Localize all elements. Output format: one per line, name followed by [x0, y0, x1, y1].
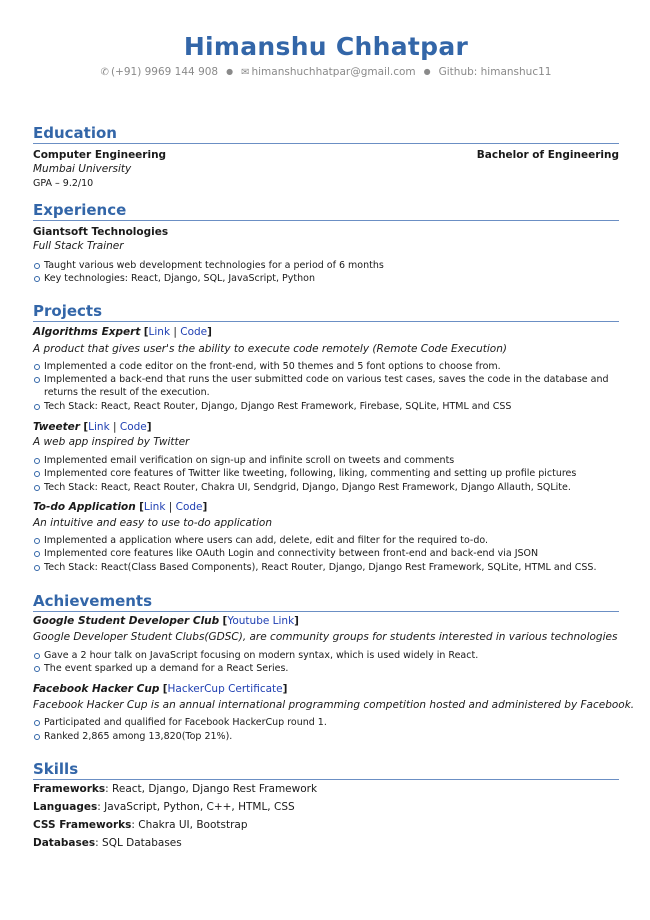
email-link[interactable]: himanshuchhatpar@gmail.com [251, 66, 416, 78]
list-item: Implemented a back-end that runs the user submitted code on various test cases, saves the code in the database and returns the result of the execution. [33, 373, 619, 399]
github-link[interactable]: Github: himanshuc11 [438, 66, 552, 78]
project-code-link[interactable]: Code [180, 326, 208, 338]
skills-row: Languages: JavaScript, Python, C++, HTML, CSS [33, 801, 295, 813]
skills-label: CSS Frameworks [33, 819, 132, 831]
skills-value: JavaScript, Python, C++, HTML, CSS [104, 801, 295, 813]
list-item: Ranked 2,865 among 13,820(Top 21%). [33, 730, 619, 743]
experience-role: Full Stack Trainer [33, 240, 124, 252]
education-degree-row [33, 149, 619, 161]
bullet-icon [34, 666, 40, 672]
list-item: Implemented core features of Twitter like tweeting, following, liking, commenting and setting up profile pictures [33, 467, 619, 480]
skills-row: Databases: SQL Databases [33, 837, 182, 849]
skills-value: Chakra UI, Bootstrap [138, 819, 248, 831]
bullet-icon [34, 565, 40, 571]
bullet-icon [34, 471, 40, 477]
education-qualification: Bachelor of Engineering [476, 149, 619, 161]
bullet-icon [34, 404, 40, 410]
bullet-icon [34, 458, 40, 464]
phone-number[interactable]: (+91) 9969 144 908 [110, 66, 219, 78]
skills-label: Databases [33, 837, 96, 849]
bullet-icon [34, 364, 40, 370]
achievement-title: Google Student Developer Club [33, 615, 220, 627]
list-item: Implemented email verification on sign-up and infinite scroll on tweets and comments [33, 454, 619, 467]
skills-label: Languages [33, 801, 98, 813]
project-description: An intuitive and easy to use to-do application [33, 517, 272, 529]
list-item: Implemented a code editor on the front-end, with 50 themes and 5 font options to choose from. [33, 360, 619, 373]
skills-value: SQL Databases [102, 837, 182, 849]
bullet-icon [34, 653, 40, 659]
achievement-title: Facebook Hacker Cup [33, 683, 160, 695]
bullet-icon [34, 538, 40, 544]
education-university: Mumbai University [33, 163, 132, 175]
bullet-icon [34, 720, 40, 726]
project-link[interactable]: Link [88, 421, 110, 433]
separator-dot: ● [226, 67, 234, 76]
achievement-title-row: Facebook Hacker Cup [HackerCup Certificate] [33, 683, 288, 695]
list-item: Gave a 2 hour talk on JavaScript focusing on modern syntax, which is used widely in React. [33, 649, 619, 662]
skills-row: CSS Frameworks: Chakra UI, Bootstrap [33, 819, 248, 831]
project-title-row: Algorithms Expert [Link | Code] [33, 326, 212, 338]
list-item: Participated and qualified for Facebook HackerCup round 1. [33, 716, 619, 729]
candidate-name: Himanshu Chhatpar [183, 32, 469, 61]
list-item: Tech Stack: React, React Router, Chakra UI, Sendgrid, Django, Django Rest Framework, Django Allauth, SQLite. [33, 481, 619, 494]
experience-company: Giantsoft Technologies [33, 226, 169, 238]
list-item: Implemented a application where users can add, delete, edit and filter for the required to-do. [33, 534, 619, 547]
projects-heading: Projects [33, 302, 619, 322]
achievement-description: Facebook Hacker Cup is an annual international programming competition hosted and administered by Facebook. [33, 699, 635, 711]
separator-dot: ● [423, 67, 431, 76]
bullet-icon [34, 377, 40, 383]
project-description: A product that gives user's the ability to execute code remotely (Remote Code Execution) [33, 343, 507, 355]
education-gpa: GPA – 9.2/10 [33, 178, 94, 189]
achievement-description: Google Developer Student Clubs(GDSC), are community groups for students interested in various technologies [33, 631, 618, 643]
skills-row: Frameworks: React, Django, Django Rest Framework [33, 783, 318, 795]
bullet-icon [34, 734, 40, 740]
phone-icon: ✆ [100, 67, 109, 78]
achievements-heading: Achievements [33, 592, 619, 612]
skills-heading: Skills [33, 760, 619, 780]
youtube-link[interactable]: Youtube Link [227, 615, 295, 627]
bullet-icon [34, 485, 40, 491]
experience-heading: Experience [33, 201, 619, 221]
project-code-link[interactable]: Code [119, 421, 147, 433]
bullet-icon [34, 551, 40, 557]
skills-label: Frameworks [33, 783, 106, 795]
education-heading: Education [33, 124, 619, 144]
skills-value: React, Django, Django Rest Framework [112, 783, 318, 795]
list-item: Taught various web development technologies for a period of 6 months [33, 259, 619, 272]
contact-line [33, 66, 619, 78]
list-item: Tech Stack: React(Class Based Components), React Router, Django, Django Rest Framework, SQLite, HTML and CSS. [33, 561, 619, 574]
education-degree: Computer Engineering [33, 149, 167, 161]
project-title-row: Tweeter [Link | Code] [33, 421, 152, 433]
list-item: Tech Stack: React, React Router, Django, Django Rest Framework, Firebase, SQLite, HTML and CSS [33, 400, 619, 413]
project-title-row: To-do Application [Link | Code] [33, 501, 208, 513]
list-item: Implemented core features like OAuth Login and connectivity between front-end and back-end via JSON [33, 547, 619, 560]
list-item: Key technologies: React, Django, SQL, JavaScript, Python [33, 272, 619, 285]
certificate-link[interactable]: HackerCup Certificate [167, 683, 283, 695]
achievement-title-row: Google Student Developer Club [Youtube Link] [33, 615, 299, 627]
envelope-icon: ✉ [241, 67, 250, 78]
list-item: The event sparked up a demand for a React Series. [33, 662, 619, 675]
project-code-link[interactable]: Code [175, 501, 203, 513]
bullet-icon [34, 276, 40, 282]
bullet-icon [34, 263, 40, 269]
project-title: Tweeter [33, 421, 80, 433]
project-link[interactable]: Link [143, 501, 166, 513]
project-title: To-do Application [33, 501, 136, 513]
project-description: A web app inspired by Twitter [33, 436, 190, 448]
project-link[interactable]: Link [148, 326, 171, 338]
project-title: Algorithms Expert [33, 326, 141, 338]
